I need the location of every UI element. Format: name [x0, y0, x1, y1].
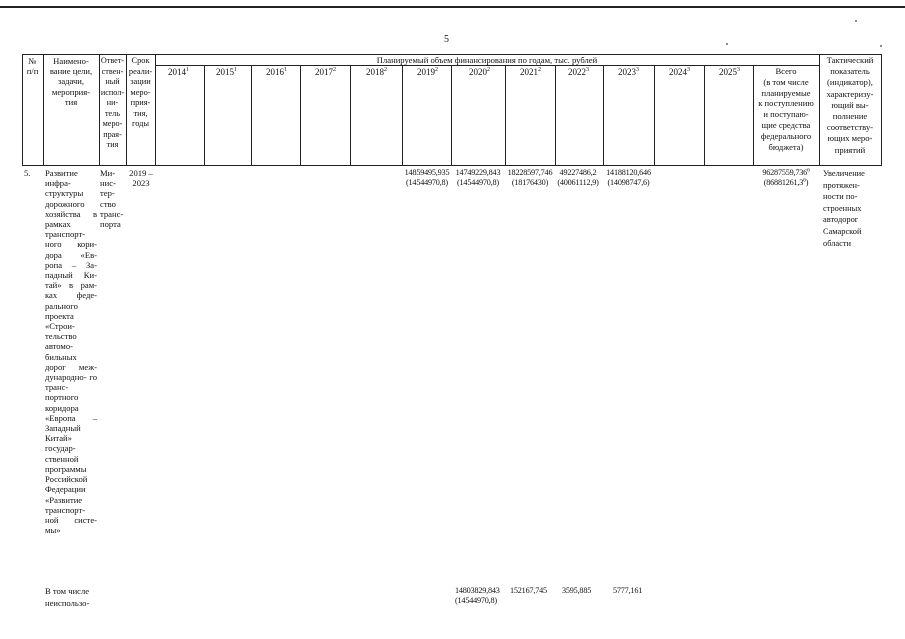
header-funding-title: Планируемый объем финансирования по годам, тыс. рублей	[376, 55, 598, 65]
header-col-name: Наимено- вание цели, задачи, мероприя- тия	[49, 56, 93, 107]
page-number: 5	[444, 34, 449, 45]
year-header-2023: 2023$^3$	[618, 67, 639, 77]
scan-speck	[855, 20, 857, 22]
subrow-value-2021: 152167,745	[510, 586, 547, 595]
value-2020: 14749229,843 (14544970,8)	[455, 168, 501, 188]
year-header-2024: 2024$^3$	[669, 67, 690, 77]
value-total: 96287559,736$^6$ (86881261,3$^6$)	[762, 167, 810, 188]
subrow-value-2023: 5777,161	[613, 586, 643, 595]
row-term: 2019 – 2023	[129, 168, 153, 189]
row-number: 5.	[24, 168, 31, 178]
year-header-2022: 2022$^3$	[568, 67, 589, 77]
scan-speck	[880, 45, 882, 47]
header-col-term: Срок реали- зации меро- прия- тия, годы	[128, 56, 153, 128]
subrow-value-2020: 14803829,843 (14544970,8)	[455, 586, 500, 606]
value-2023: 14188120,646 (14098747,6)	[606, 168, 651, 188]
header-col-number: № п/п	[26, 56, 39, 77]
value-2019: 14859495,935 (14544970,8)	[404, 168, 450, 188]
value-2022: 49227486,2 (40061112,9)	[557, 168, 599, 188]
row-indicator: Увеличение протяжен- ности по- строенных автодорог Самарской области	[823, 169, 865, 248]
year-header-2014: 2014$^1$	[168, 67, 189, 77]
year-header-2019: 2019$^2$	[417, 67, 438, 77]
header-col-indicator: Тактический показатель (индикатор), характеризу- ющий вы- полнение соответству- ющих меро- приятий	[826, 55, 874, 155]
year-header-2015: 2015$^1$	[216, 67, 237, 77]
subrow-value-2022: 3595,885	[562, 586, 592, 595]
year-header-2018: 2018$^2$	[366, 67, 387, 77]
scan-speck	[726, 43, 728, 45]
value-2021: 18228597,746 (18176430)	[507, 168, 553, 188]
row-name: Развитие инфра- структуры дорожного хозяйства в рамках транспорт- ного кори- дора «Ев- ропа – За- падный Ки- тай» в рам- ках феде- рального проекта «Строи- тельство автомо- бильных дорог меж- дународно- го транс- портного коридора «Европа – Западный Китай» государ- ственной программы Российской Федерации «Развитие транспорт- ной систе- мы»	[45, 168, 97, 536]
top-rule	[0, 6, 905, 8]
year-header-2020: 2020$^2$	[469, 67, 490, 77]
subrow-label: В том числе неиспользо-	[45, 586, 90, 608]
header-col-total: Всего (в том числе планируемые к поступлению и поступаю- щие средства федерального бюджета)	[758, 66, 814, 152]
year-header-2025: 2025$^3$	[719, 67, 740, 77]
row-responsible: Ми- нис- тер- ство транс- порта	[100, 168, 124, 230]
year-header-2017: 2017$^2$	[315, 67, 336, 77]
year-header-2016: 2016$^1$	[266, 67, 287, 77]
year-header-2021: 2021$^2$	[520, 67, 541, 77]
header-col-responsible: Ответ- ствен- ный испол- ни- тель меро- прая- тия	[100, 56, 125, 149]
